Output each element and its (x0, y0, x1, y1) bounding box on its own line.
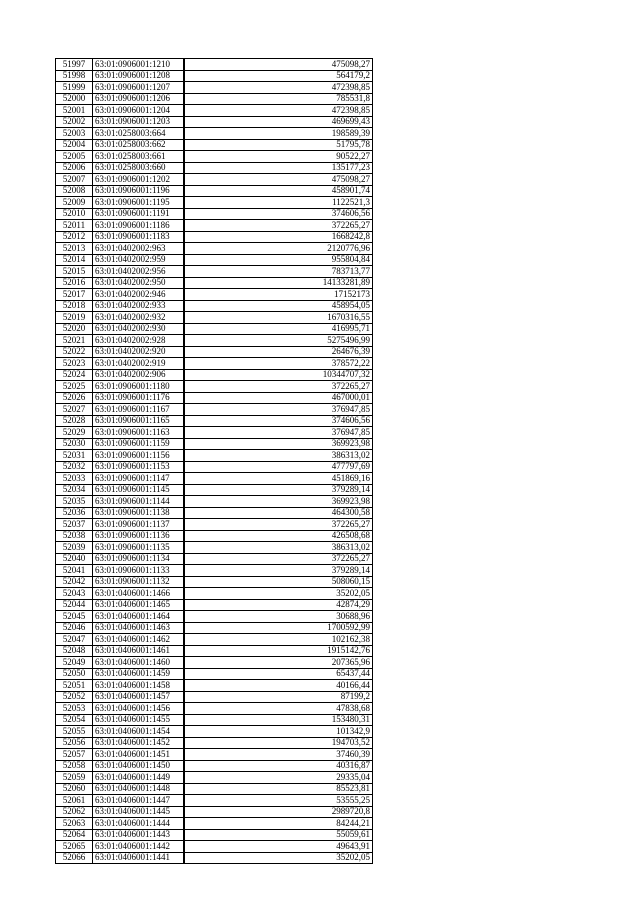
row-number-cell: 52019 (56, 312, 93, 324)
table-row (56, 611, 373, 623)
row-number-cell: 52053 (56, 703, 93, 715)
row-number-cell: 52015 (56, 266, 93, 278)
table-row (56, 829, 373, 841)
row-number-cell: 52023 (56, 358, 93, 370)
table-row (56, 59, 373, 71)
row-number-cell: 52010 (56, 208, 93, 220)
row-number-cell: 52052 (56, 691, 93, 703)
cadastral-value-cell: 55059,61 (184, 829, 373, 841)
cadastral-value-cell: 1122521,3 (184, 197, 373, 209)
cadastral-value-cell: 14133281,89 (184, 277, 373, 289)
cadastral-number-cell: 63:01:0906001:1132 (93, 576, 185, 588)
cadastral-number-cell: 63:01:0906001:1210 (93, 59, 185, 71)
cadastral-number-cell: 63:01:0406001:1448 (93, 783, 185, 795)
cadastral-number-cell: 63:01:0406001:1449 (93, 772, 185, 784)
cadastral-value-cell: 194703,52 (184, 737, 373, 749)
cadastral-number-cell: 63:01:0906001:1206 (93, 93, 185, 105)
cadastral-number-cell: 63:01:0906001:1176 (93, 392, 185, 404)
row-number-cell: 52007 (56, 174, 93, 186)
table-row (56, 565, 373, 577)
table-row (56, 806, 373, 818)
cadastral-number-cell: 63:01:0258003:660 (93, 162, 185, 174)
cadastral-value-cell: 475098,27 (184, 174, 373, 186)
table-row (56, 599, 373, 611)
cadastral-value-cell: 1670316,55 (184, 312, 373, 324)
cadastral-value-cell: 40166,44 (184, 680, 373, 692)
cadastral-number-cell: 63:01:0406001:1451 (93, 749, 185, 761)
cadastral-value-cell: 379289,14 (184, 565, 373, 577)
cadastral-value-cell: 416995,71 (184, 323, 373, 335)
table-row (56, 496, 373, 508)
row-number-cell: 52037 (56, 519, 93, 531)
cadastral-value-cell: 101342,9 (184, 726, 373, 738)
cadastral-number-cell: 63:01:0402002:933 (93, 300, 185, 312)
table-row (56, 473, 373, 485)
table-row (56, 105, 373, 117)
row-number-cell: 52004 (56, 139, 93, 151)
table-row (56, 657, 373, 669)
cadastral-number-cell: 63:01:0406001:1447 (93, 795, 185, 807)
cadastral-number-cell: 63:01:0402002:919 (93, 358, 185, 370)
cadastral-value-cell: 264676,39 (184, 346, 373, 358)
cadastral-number-cell: 63:01:0906001:1180 (93, 381, 185, 393)
cadastral-value-cell: 53555,25 (184, 795, 373, 807)
row-number-cell: 52002 (56, 116, 93, 128)
table-row (56, 841, 373, 853)
cadastral-number-cell: 63:01:0906001:1203 (93, 116, 185, 128)
cadastral-value-cell: 198589,39 (184, 128, 373, 140)
cadastral-value-cell: 564179,2 (184, 70, 373, 82)
cadastral-value-cell: 47838,68 (184, 703, 373, 715)
cadastral-number-cell: 63:01:0906001:1145 (93, 484, 185, 496)
cadastral-value-cell: 372265,27 (184, 381, 373, 393)
cadastral-value-cell: 84244,21 (184, 818, 373, 830)
cadastral-value-cell: 785531,8 (184, 93, 373, 105)
cadastral-value-cell: 2120776,96 (184, 243, 373, 255)
table-row (56, 174, 373, 186)
row-number-cell: 52061 (56, 795, 93, 807)
cadastral-number-cell: 63:01:0406001:1454 (93, 726, 185, 738)
cadastral-value-cell: 372265,27 (184, 220, 373, 232)
cadastral-value-cell: 472398,85 (184, 82, 373, 94)
table-row (56, 461, 373, 473)
row-number-cell: 52005 (56, 151, 93, 163)
cadastral-number-cell: 63:01:0406001:1456 (93, 703, 185, 715)
cadastral-number-cell: 63:01:0906001:1147 (93, 473, 185, 485)
row-number-cell: 52042 (56, 576, 93, 588)
cadastral-number-cell: 63:01:0258003:661 (93, 151, 185, 163)
cadastral-number-cell: 63:01:0906001:1136 (93, 530, 185, 542)
cadastral-number-cell: 63:01:0406001:1452 (93, 737, 185, 749)
row-number-cell: 52025 (56, 381, 93, 393)
row-number-cell: 52035 (56, 496, 93, 508)
cadastral-value-cell: 102162,38 (184, 634, 373, 646)
cadastral-number-cell: 63:01:0906001:1135 (93, 542, 185, 554)
row-number-cell: 52058 (56, 760, 93, 772)
cadastral-number-cell: 63:01:0906001:1204 (93, 105, 185, 117)
cadastral-number-cell: 63:01:0906001:1137 (93, 519, 185, 531)
table-row (56, 703, 373, 715)
cadastral-number-cell: 63:01:0402002:956 (93, 266, 185, 278)
cadastral-number-cell: 63:01:0402002:959 (93, 254, 185, 266)
cadastral-number-cell: 63:01:0906001:1156 (93, 450, 185, 462)
table-row (56, 346, 373, 358)
cadastral-number-cell: 63:01:0402002:920 (93, 346, 185, 358)
row-number-cell: 52033 (56, 473, 93, 485)
cadastral-value-cell: 426508,68 (184, 530, 373, 542)
table-row (56, 450, 373, 462)
row-number-cell: 52043 (56, 588, 93, 600)
cadastral-number-cell: 63:01:0406001:1462 (93, 634, 185, 646)
row-number-cell: 52030 (56, 438, 93, 450)
row-number-cell: 52021 (56, 335, 93, 347)
cadastral-number-cell: 63:01:0906001:1202 (93, 174, 185, 186)
cadastral-value-cell: 65437,44 (184, 668, 373, 680)
cadastral-number-cell: 63:01:0402002:950 (93, 277, 185, 289)
cadastral-number-cell: 63:01:0906001:1186 (93, 220, 185, 232)
row-number-cell: 52038 (56, 530, 93, 542)
table-row (56, 438, 373, 450)
cadastral-number-cell: 63:01:0406001:1444 (93, 818, 185, 830)
cadastral-number-cell: 63:01:0402002:963 (93, 243, 185, 255)
row-number-cell: 52000 (56, 93, 93, 105)
cadastral-value-table (55, 58, 373, 864)
cadastral-number-cell: 63:01:0406001:1466 (93, 588, 185, 600)
cadastral-number-cell: 63:01:0906001:1196 (93, 185, 185, 197)
cadastral-value-cell: 386313,02 (184, 542, 373, 554)
table-row (56, 795, 373, 807)
cadastral-value-cell: 30688,96 (184, 611, 373, 623)
table-row (56, 726, 373, 738)
cadastral-number-cell: 63:01:0406001:1459 (93, 668, 185, 680)
cadastral-number-cell: 63:01:0906001:1195 (93, 197, 185, 209)
cadastral-value-cell: 378572,22 (184, 358, 373, 370)
row-number-cell: 52054 (56, 714, 93, 726)
cadastral-value-cell: 49643,91 (184, 841, 373, 853)
cadastral-value-cell: 458901,74 (184, 185, 373, 197)
cadastral-number-cell: 63:01:0906001:1159 (93, 438, 185, 450)
row-number-cell: 52027 (56, 404, 93, 416)
table-row (56, 300, 373, 312)
cadastral-number-cell: 63:01:0406001:1458 (93, 680, 185, 692)
cadastral-value-cell: 1915142,76 (184, 645, 373, 657)
table-row (56, 680, 373, 692)
table-row (56, 749, 373, 761)
table-row (56, 737, 373, 749)
cadastral-number-cell: 63:01:0906001:1138 (93, 507, 185, 519)
cadastral-number-cell: 63:01:0906001:1165 (93, 415, 185, 427)
cadastral-value-cell: 783713,77 (184, 266, 373, 278)
table-row (56, 369, 373, 381)
cadastral-number-cell: 63:01:0406001:1441 (93, 852, 185, 864)
row-number-cell: 52006 (56, 162, 93, 174)
cadastral-value-cell: 42874,29 (184, 599, 373, 611)
row-number-cell: 52024 (56, 369, 93, 381)
row-number-cell: 52064 (56, 829, 93, 841)
cadastral-value-cell: 2989720,8 (184, 806, 373, 818)
table-row (56, 542, 373, 554)
cadastral-value-cell: 379289,14 (184, 484, 373, 496)
row-number-cell: 52020 (56, 323, 93, 335)
table-row (56, 484, 373, 496)
cadastral-number-cell: 63:01:0906001:1133 (93, 565, 185, 577)
cadastral-value-cell: 369923,98 (184, 438, 373, 450)
row-number-cell: 52034 (56, 484, 93, 496)
cadastral-value-cell: 475098,27 (184, 59, 373, 71)
table-row (56, 70, 373, 82)
cadastral-number-cell: 63:01:0406001:1465 (93, 599, 185, 611)
table-row (56, 645, 373, 657)
table-row (56, 576, 373, 588)
cadastral-value-cell: 87199,2 (184, 691, 373, 703)
cadastral-number-cell: 63:01:0402002:932 (93, 312, 185, 324)
row-number-cell: 52032 (56, 461, 93, 473)
table-row (56, 818, 373, 830)
cadastral-value-cell: 376947,85 (184, 427, 373, 439)
table-row (56, 220, 373, 232)
row-number-cell: 51997 (56, 59, 93, 71)
table-row (56, 335, 373, 347)
cadastral-value-cell: 372265,27 (184, 553, 373, 565)
cadastral-value-cell: 467000,01 (184, 392, 373, 404)
row-number-cell: 52026 (56, 392, 93, 404)
row-number-cell: 52051 (56, 680, 93, 692)
row-number-cell: 52039 (56, 542, 93, 554)
row-number-cell: 51999 (56, 82, 93, 94)
cadastral-value-cell: 469699,43 (184, 116, 373, 128)
table-row (56, 404, 373, 416)
table-row (56, 772, 373, 784)
row-number-cell: 52031 (56, 450, 93, 462)
cadastral-value-cell: 17152173 (184, 289, 373, 301)
cadastral-value-cell: 153480,31 (184, 714, 373, 726)
table-row (56, 553, 373, 565)
cadastral-number-cell: 63:01:0406001:1442 (93, 841, 185, 853)
table-row (56, 519, 373, 531)
row-number-cell: 52028 (56, 415, 93, 427)
cadastral-value-cell: 376947,85 (184, 404, 373, 416)
row-number-cell: 52029 (56, 427, 93, 439)
cadastral-number-cell: 63:01:0406001:1463 (93, 622, 185, 634)
cadastral-number-cell: 63:01:0406001:1464 (93, 611, 185, 623)
table-row (56, 243, 373, 255)
row-number-cell: 52013 (56, 243, 93, 255)
table-row (56, 852, 373, 864)
table-row (56, 588, 373, 600)
cadastral-value-cell: 1668242,8 (184, 231, 373, 243)
row-number-cell: 52017 (56, 289, 93, 301)
cadastral-number-cell: 63:01:0906001:1144 (93, 496, 185, 508)
cadastral-number-cell: 63:01:0402002:906 (93, 369, 185, 381)
table-row (56, 760, 373, 772)
table-row (56, 151, 373, 163)
cadastral-number-cell: 63:01:0906001:1207 (93, 82, 185, 94)
table-row (56, 358, 373, 370)
cadastral-value-cell: 386313,02 (184, 450, 373, 462)
cadastral-number-cell: 63:01:0406001:1443 (93, 829, 185, 841)
cadastral-value-cell: 458954,05 (184, 300, 373, 312)
cadastral-number-cell: 63:01:0402002:946 (93, 289, 185, 301)
table-row (56, 266, 373, 278)
row-number-cell: 52063 (56, 818, 93, 830)
cadastral-number-cell: 63:01:0402002:930 (93, 323, 185, 335)
cadastral-number-cell: 63:01:0406001:1457 (93, 691, 185, 703)
row-number-cell: 52022 (56, 346, 93, 358)
row-number-cell: 52055 (56, 726, 93, 738)
cadastral-value-cell: 51795,78 (184, 139, 373, 151)
row-number-cell: 52016 (56, 277, 93, 289)
row-number-cell: 52066 (56, 852, 93, 864)
cadastral-number-cell: 63:01:0406001:1460 (93, 657, 185, 669)
table-row (56, 312, 373, 324)
table-body (56, 59, 373, 864)
row-number-cell: 52001 (56, 105, 93, 117)
cadastral-value-cell: 135177,23 (184, 162, 373, 174)
row-number-cell: 51998 (56, 70, 93, 82)
table-row (56, 783, 373, 795)
cadastral-number-cell: 63:01:0406001:1450 (93, 760, 185, 772)
table-row (56, 82, 373, 94)
cadastral-value-cell: 207365,96 (184, 657, 373, 669)
cadastral-number-cell: 63:01:0406001:1445 (93, 806, 185, 818)
cadastral-value-cell: 372265,27 (184, 519, 373, 531)
row-number-cell: 52065 (56, 841, 93, 853)
row-number-cell: 52012 (56, 231, 93, 243)
cadastral-value-cell: 955804,84 (184, 254, 373, 266)
cadastral-value-cell: 472398,85 (184, 105, 373, 117)
cadastral-value-cell: 37460,39 (184, 749, 373, 761)
cadastral-number-cell: 63:01:0906001:1134 (93, 553, 185, 565)
table-row (56, 415, 373, 427)
row-number-cell: 52011 (56, 220, 93, 232)
cadastral-value-cell: 29335,04 (184, 772, 373, 784)
cadastral-value-cell: 35202,05 (184, 852, 373, 864)
cadastral-value-cell: 40316,87 (184, 760, 373, 772)
table-row (56, 185, 373, 197)
cadastral-number-cell: 63:01:0906001:1183 (93, 231, 185, 243)
cadastral-number-cell: 63:01:0906001:1191 (93, 208, 185, 220)
table-row (56, 231, 373, 243)
row-number-cell: 52003 (56, 128, 93, 140)
cadastral-value-cell: 508060,15 (184, 576, 373, 588)
row-number-cell: 52008 (56, 185, 93, 197)
table-row (56, 634, 373, 646)
cadastral-value-cell: 90522,27 (184, 151, 373, 163)
table-row (56, 427, 373, 439)
table-row (56, 254, 373, 266)
cadastral-value-cell: 451869,16 (184, 473, 373, 485)
table-row (56, 381, 373, 393)
table-row (56, 622, 373, 634)
row-number-cell: 52046 (56, 622, 93, 634)
row-number-cell: 52056 (56, 737, 93, 749)
cadastral-number-cell: 63:01:0406001:1461 (93, 645, 185, 657)
cadastral-number-cell: 63:01:0402002:928 (93, 335, 185, 347)
cadastral-number-cell: 63:01:0258003:664 (93, 128, 185, 140)
cadastral-value-cell: 374606,56 (184, 415, 373, 427)
table-row (56, 197, 373, 209)
row-number-cell: 52062 (56, 806, 93, 818)
row-number-cell: 52036 (56, 507, 93, 519)
row-number-cell: 52009 (56, 197, 93, 209)
row-number-cell: 52049 (56, 657, 93, 669)
cadastral-number-cell: 63:01:0906001:1163 (93, 427, 185, 439)
row-number-cell: 52014 (56, 254, 93, 266)
cadastral-value-cell: 477797,69 (184, 461, 373, 473)
row-number-cell: 52050 (56, 668, 93, 680)
cadastral-number-cell: 63:01:0906001:1167 (93, 404, 185, 416)
row-number-cell: 52018 (56, 300, 93, 312)
cadastral-value-cell: 464300,58 (184, 507, 373, 519)
cadastral-value-cell: 35202,05 (184, 588, 373, 600)
cadastral-value-cell: 10344707,32 (184, 369, 373, 381)
table-row (56, 128, 373, 140)
cadastral-number-cell: 63:01:0906001:1153 (93, 461, 185, 473)
table-row (56, 208, 373, 220)
cadastral-value-cell: 5275496,99 (184, 335, 373, 347)
table-row (56, 116, 373, 128)
row-number-cell: 52059 (56, 772, 93, 784)
table-row (56, 139, 373, 151)
row-number-cell: 52060 (56, 783, 93, 795)
table-row (56, 162, 373, 174)
table-row (56, 277, 373, 289)
table-row (56, 668, 373, 680)
row-number-cell: 52041 (56, 565, 93, 577)
cadastral-number-cell: 63:01:0258003:662 (93, 139, 185, 151)
row-number-cell: 52044 (56, 599, 93, 611)
cadastral-value-cell: 1700592,99 (184, 622, 373, 634)
table-row (56, 323, 373, 335)
table-row (56, 93, 373, 105)
table-row (56, 530, 373, 542)
row-number-cell: 52045 (56, 611, 93, 623)
cadastral-number-cell: 63:01:0906001:1208 (93, 70, 185, 82)
cadastral-number-cell: 63:01:0406001:1455 (93, 714, 185, 726)
cadastral-value-cell: 85523,81 (184, 783, 373, 795)
row-number-cell: 52040 (56, 553, 93, 565)
row-number-cell: 52047 (56, 634, 93, 646)
table-row (56, 714, 373, 726)
cadastral-value-cell: 369923,98 (184, 496, 373, 508)
row-number-cell: 52057 (56, 749, 93, 761)
cadastral-value-cell: 374606,56 (184, 208, 373, 220)
table-row (56, 289, 373, 301)
table-row (56, 691, 373, 703)
table-row (56, 507, 373, 519)
row-number-cell: 52048 (56, 645, 93, 657)
table-row (56, 392, 373, 404)
